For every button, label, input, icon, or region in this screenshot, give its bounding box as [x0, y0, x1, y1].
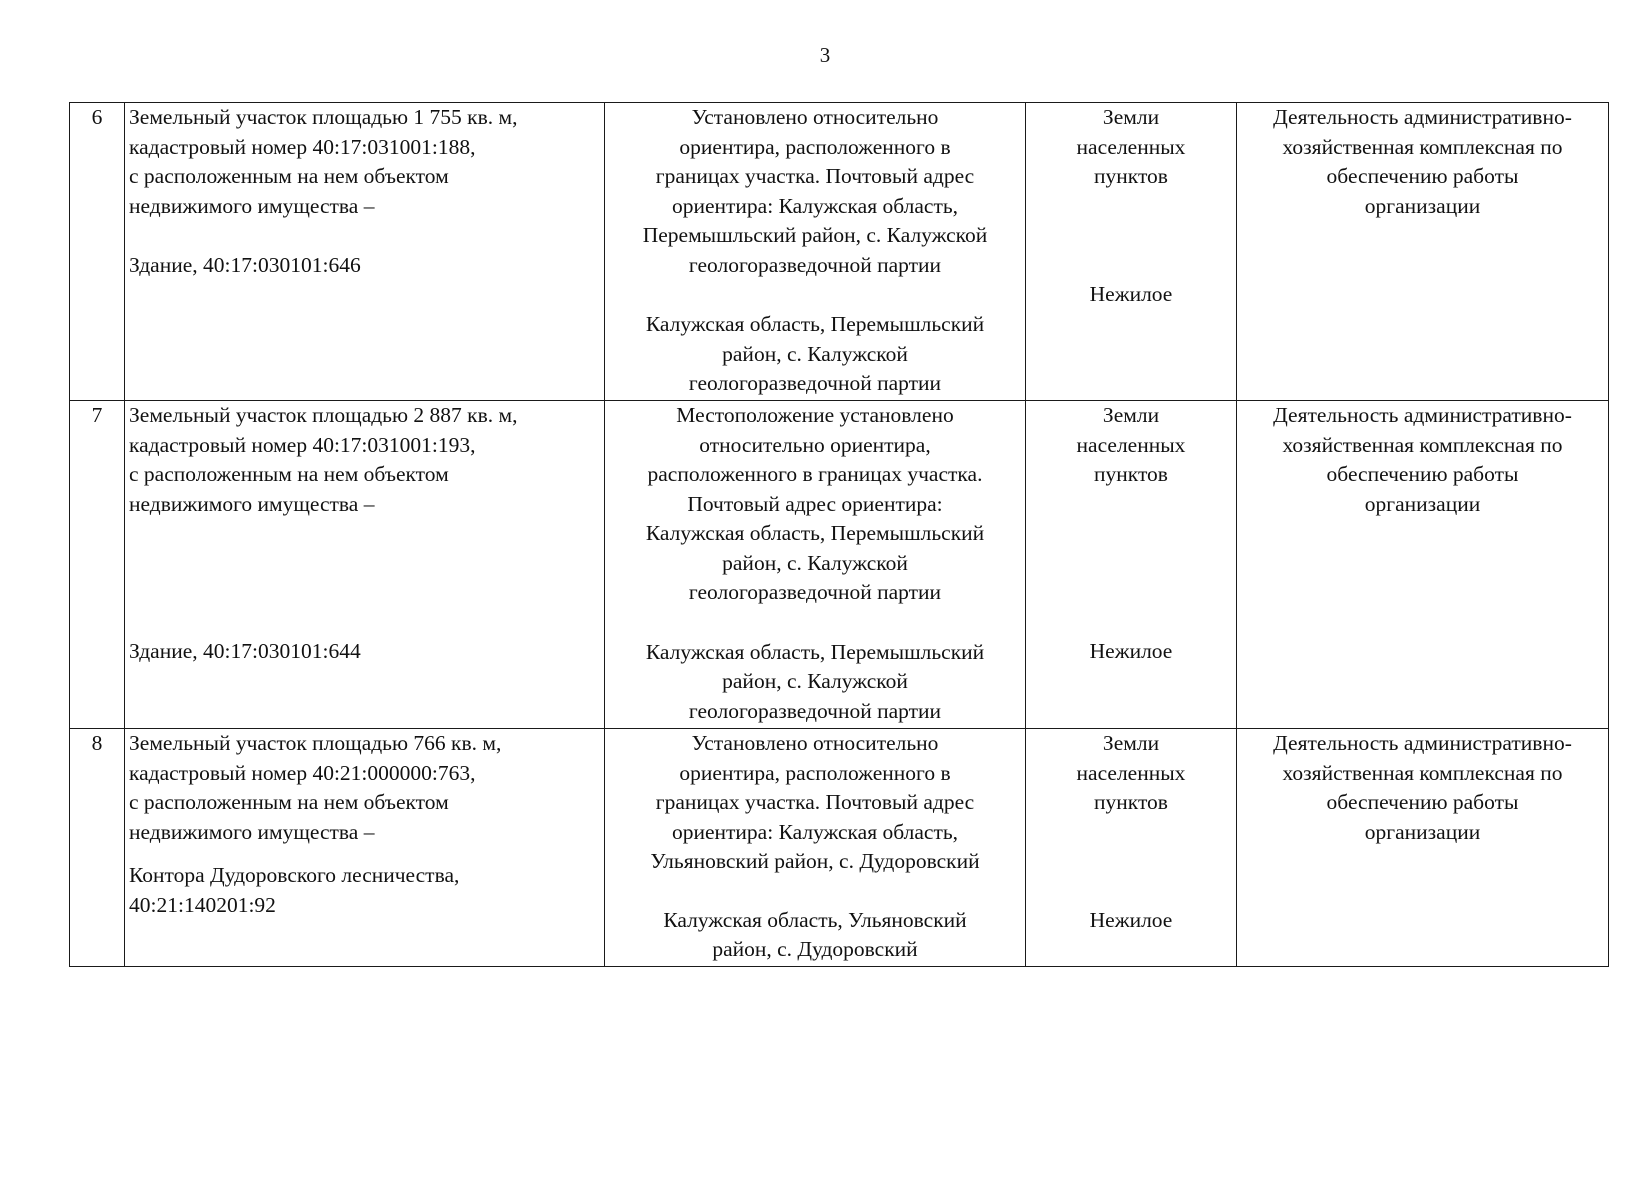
- location-line: Местоположение установлено: [676, 403, 954, 427]
- object-line: кадастровый номер 40:17:031001:193,: [129, 432, 476, 457]
- use-line: Деятельность административно-: [1273, 105, 1572, 129]
- location-line: расположенного в границах участка.: [647, 462, 983, 486]
- location-line: район, с. Дудоровский: [712, 937, 918, 961]
- location-line: Установлено относительно: [691, 731, 939, 755]
- use-line: обеспечению работы: [1326, 462, 1519, 486]
- building-line: Здание, 40:17:030101:644: [129, 639, 361, 663]
- permitted-use-cell: [1237, 729, 1609, 967]
- category-line: Нежилое: [1089, 281, 1173, 306]
- category-cell: [1026, 729, 1237, 967]
- building-description: [129, 861, 600, 920]
- table-row: [70, 729, 1609, 967]
- object-line: с расположенным на нем объектом: [129, 462, 449, 486]
- object-line: недвижимого имущества –: [129, 193, 375, 218]
- object-line: недвижимого имущества –: [129, 491, 375, 516]
- category-line: Земли: [1102, 403, 1160, 427]
- use-line: организации: [1364, 193, 1481, 218]
- use-line: организации: [1364, 491, 1481, 516]
- building-location: [609, 906, 1021, 965]
- category-line: населенных: [1076, 760, 1186, 785]
- location-line: Установлено относительно: [691, 105, 939, 129]
- building-category: [1030, 906, 1232, 936]
- location-line: границах участка. Почтовый адрес: [655, 790, 975, 814]
- use-line: хозяйственная комплексная по: [1282, 760, 1563, 785]
- use-line: обеспечению работы: [1326, 790, 1519, 814]
- permitted-use-cell: [1237, 103, 1609, 401]
- location-line: геологоразведочной партии: [688, 371, 942, 395]
- use-line: Деятельность административно-: [1273, 403, 1572, 427]
- table-row: [70, 103, 1609, 401]
- object-description-cell: [125, 401, 605, 729]
- use-line: организации: [1364, 819, 1481, 844]
- building-category: [1030, 280, 1232, 310]
- category-line: Земли: [1102, 731, 1160, 755]
- category-line: пунктов: [1094, 790, 1168, 814]
- location-line: относительно ориентира,: [699, 432, 931, 457]
- category-line: населенных: [1076, 432, 1186, 457]
- building-line: 40:21:140201:92: [129, 892, 276, 917]
- building-line: Контора Дудоровского лесничества,: [129, 863, 460, 887]
- object-line: Земельный участок площадью 766 кв. м,: [129, 731, 502, 755]
- building-location: [609, 310, 1021, 399]
- page-number: 3: [819, 43, 831, 67]
- building-category: [1030, 637, 1232, 667]
- building-location: [609, 638, 1021, 727]
- location-cell: [605, 401, 1026, 729]
- location-line: Калужская область, Перемышльский: [645, 639, 985, 664]
- category-line: пунктов: [1094, 164, 1168, 188]
- building-description: [129, 251, 600, 281]
- object-line: Земельный участок площадью 2 887 кв. м,: [129, 403, 518, 427]
- row-number: 7: [70, 401, 125, 729]
- location-cell: [605, 103, 1026, 401]
- location-line: ориентира: Калужская область,: [671, 193, 959, 218]
- row-number: 8: [70, 729, 125, 967]
- location-line: Почтовый адрес ориентира:: [687, 491, 943, 516]
- use-line: обеспечению работы: [1326, 164, 1519, 188]
- location-line: ориентира, расположенного в: [679, 134, 951, 159]
- location-line: Калужская область, Перемышльский: [645, 312, 985, 336]
- row-number: 6: [70, 103, 125, 401]
- location-line: ориентира, расположенного в: [679, 760, 951, 785]
- location-line: Ульяновский район, с. Дудоровский: [650, 849, 980, 873]
- object-line: недвижимого имущества –: [129, 819, 375, 844]
- property-table: [69, 102, 1609, 967]
- permitted-use-cell: [1237, 401, 1609, 729]
- location-line: границах участка. Почтовый адрес: [655, 164, 975, 188]
- category-line: Нежилое: [1089, 907, 1173, 932]
- location-line: геологоразведочной партии: [688, 698, 942, 723]
- category-line: Нежилое: [1089, 638, 1173, 663]
- object-line: Земельный участок площадью 1 755 кв. м,: [129, 105, 518, 129]
- location-line: Калужская область, Перемышльский: [645, 521, 985, 545]
- location-line: геологоразведочной партии: [688, 252, 942, 277]
- category-line: населенных: [1076, 134, 1186, 159]
- building-line: Здание, 40:17:030101:646: [129, 253, 361, 277]
- location-line: район, с. Калужской: [722, 550, 908, 575]
- category-cell: [1026, 103, 1237, 401]
- object-description-cell: [125, 103, 605, 401]
- object-line: с расположенным на нем объектом: [129, 790, 449, 814]
- use-line: хозяйственная комплексная по: [1282, 134, 1563, 159]
- building-description: [129, 637, 600, 667]
- location-cell: [605, 729, 1026, 967]
- category-cell: [1026, 401, 1237, 729]
- object-line: кадастровый номер 40:21:000000:763,: [129, 760, 476, 785]
- object-line: кадастровый номер 40:17:031001:188,: [129, 134, 476, 159]
- use-line: Деятельность административно-: [1273, 731, 1572, 755]
- location-line: район, с. Калужской: [722, 341, 908, 366]
- object-description-cell: [125, 729, 605, 967]
- category-line: Земли: [1102, 105, 1160, 129]
- location-line: район, с. Калужской: [722, 669, 908, 693]
- table-row: [70, 401, 1609, 729]
- location-line: Калужская область, Ульяновский: [663, 907, 967, 932]
- use-line: хозяйственная комплексная по: [1282, 432, 1563, 457]
- object-line: с расположенным на нем объектом: [129, 164, 449, 188]
- category-line: пунктов: [1094, 462, 1168, 486]
- location-line: геологоразведочной партии: [688, 580, 942, 604]
- location-line: ориентира: Калужская область,: [671, 819, 959, 844]
- location-line: Перемышльский район, с. Калужской: [642, 223, 988, 247]
